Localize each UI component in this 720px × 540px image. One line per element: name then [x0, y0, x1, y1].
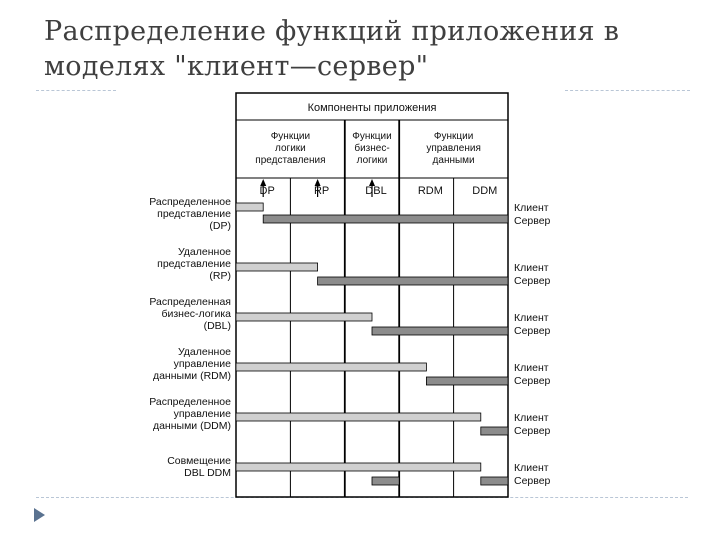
client-label: Клиент — [514, 362, 549, 374]
model-label-dbl: (DBL) — [203, 320, 231, 332]
group-label-line: бизнес- — [354, 143, 390, 154]
column-label-rp: RP — [313, 185, 330, 197]
group-label-line: Функции — [352, 131, 392, 142]
client-bar-rdm — [236, 363, 426, 371]
group-label-line: логики — [275, 143, 306, 154]
server-label: Сервер — [514, 215, 551, 227]
group-label-line: управления — [426, 143, 481, 154]
server-label: Сервер — [514, 375, 551, 387]
server-bar-dp — [263, 215, 508, 223]
group-label-line: Функции — [270, 131, 311, 142]
server-bar-dblddm — [481, 477, 508, 485]
diagram-bars — [236, 203, 508, 485]
server-bar-rdm — [426, 377, 508, 385]
column-label-ddm: DDM — [472, 185, 498, 197]
model-label-rp: представление — [157, 258, 231, 270]
model-label-rdm: управление — [173, 358, 231, 370]
slide-title-line-2: моделях "клиент—сервер" — [44, 51, 429, 82]
model-label-dp: (DP) — [209, 220, 231, 232]
server-label: Сервер — [514, 275, 551, 287]
group-label-line: Функции — [433, 131, 474, 142]
client-label: Клиент — [514, 262, 549, 274]
model-label-dbl: Распределенная — [149, 296, 231, 308]
client-bar-dbl — [236, 313, 372, 321]
components-header: Компоненты приложения — [307, 102, 437, 114]
server-bar-dblddm — [372, 477, 399, 485]
server-label: Сервер — [514, 325, 551, 337]
server-bar-rp — [318, 277, 508, 285]
server-bar-ddm — [481, 427, 508, 435]
model-label-dp: Распределенное — [149, 196, 231, 208]
client-label: Клиент — [514, 412, 549, 424]
group-label-line: данными — [432, 155, 475, 166]
model-label-ddm: данными (DDM) — [152, 420, 231, 432]
model-label-rp: Удаленное — [177, 246, 231, 258]
model-label-dbl: бизнес-логика — [161, 308, 231, 320]
client-bar-dp — [236, 203, 263, 211]
model-label-ddm: управление — [173, 408, 231, 420]
model-label-rdm: данными (RDM) — [152, 370, 231, 382]
model-label-ddm: Распределенное — [149, 396, 231, 408]
client-label: Клиент — [514, 312, 549, 324]
model-label-dblddm: DBL DDM — [184, 467, 231, 479]
model-label-dblddm: Совмещение — [167, 455, 231, 467]
server-bar-dbl — [372, 327, 508, 335]
slide-title-line-1: Распределение функций приложения в — [44, 16, 620, 47]
server-label: Сервер — [514, 425, 551, 437]
column-label-dbl: DBL — [365, 185, 387, 197]
client-bar-ddm — [236, 413, 481, 421]
client-label: Клиент — [514, 202, 549, 214]
client-bar-rp — [236, 263, 318, 271]
column-label-dp: DP — [259, 185, 275, 197]
group-label-line: логики — [356, 155, 388, 166]
client-label: Клиент — [514, 462, 549, 474]
column-label-rdm: RDM — [417, 185, 443, 197]
client-bar-dblddm — [236, 463, 481, 471]
model-label-dp: представление — [157, 208, 231, 220]
group-label-line: представления — [255, 155, 326, 166]
model-label-rdm: Удаленное — [177, 346, 231, 358]
server-label: Сервер — [514, 475, 551, 487]
model-label-rp: (RP) — [209, 270, 231, 282]
